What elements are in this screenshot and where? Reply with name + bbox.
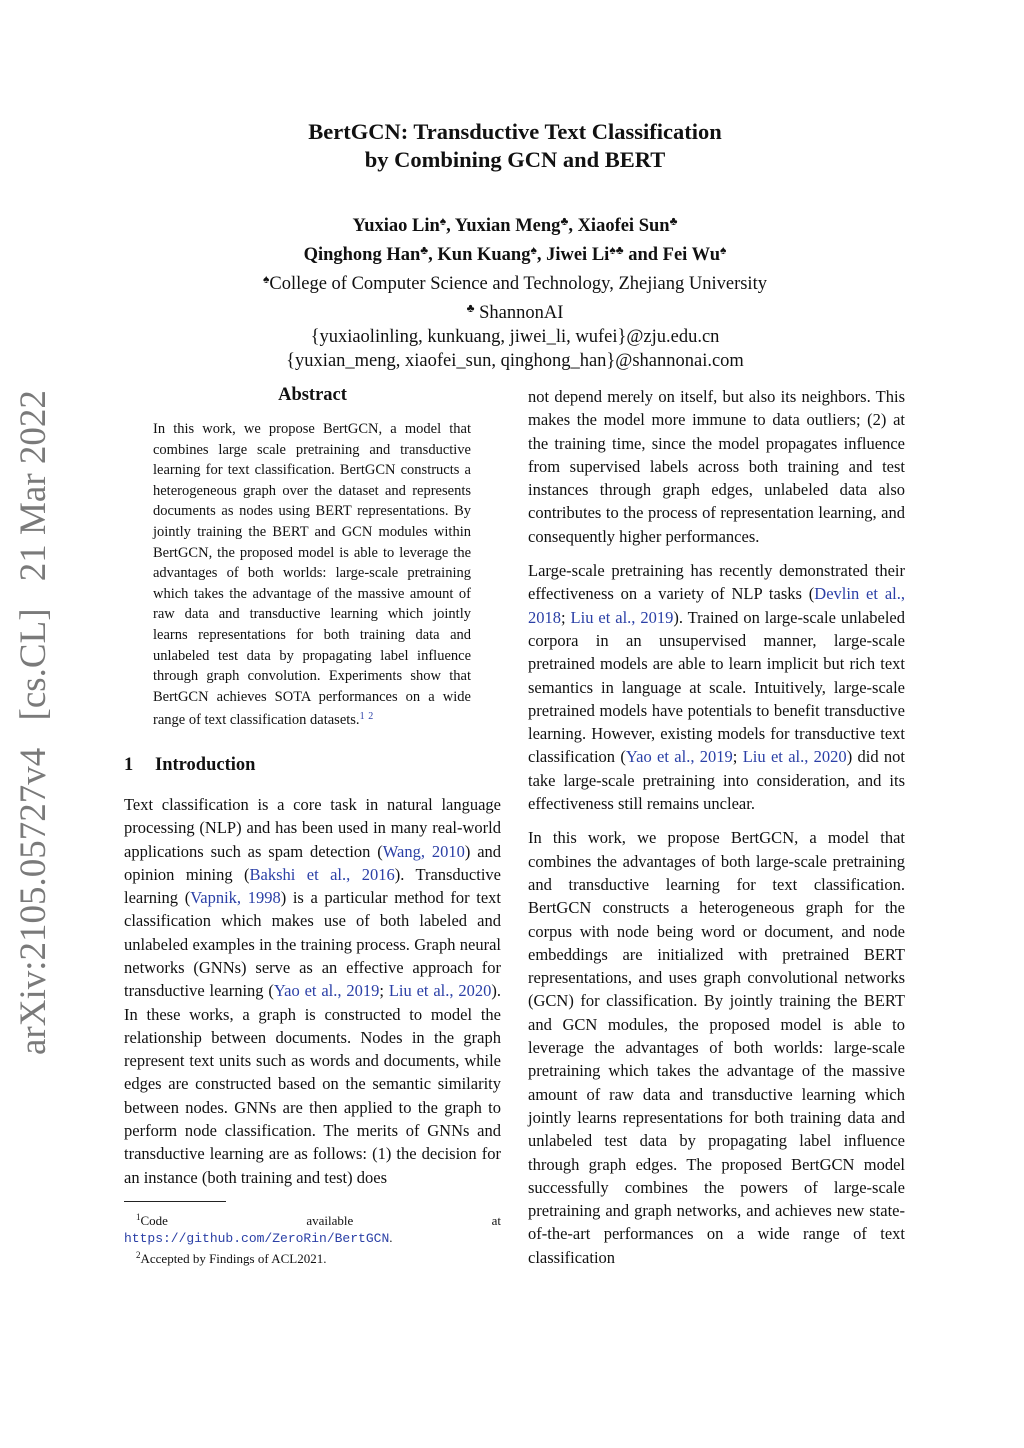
abstract-heading: Abstract bbox=[278, 385, 347, 405]
text-run: ). In these works, a graph is constructed to model the relationship between documents. Nodes in the graph represent text units such as words and documents, while edges are constructed based on the semantic similarity between nodes. GNNs are then applied to the graph to perform node classification. The merits of GNNs and transductive learning are as follows: (1) the decision for an instance (both training and test) does bbox=[124, 981, 501, 1187]
footnote-1-text: Code available at bbox=[140, 1212, 501, 1228]
author-name: Yuxiao Lin bbox=[352, 216, 440, 236]
abstract-body-text: In this work, we propose BertGCN, a model that combines large scale pretraining and transductive learning for text classification. BertGCN constructs a heterogeneous graph over the dataset and represents documents as nodes using BERT representations. By jointly training the BERT and GCN modules within BertGCN, the proposed model is able to leverage the advantages of both worlds: large-scale pretraining which takes the advantage of the massive amount of raw data and transductive learning which jointly learns representations for both training data and unlabeled test data by propagating label influence through graph convolution. Experiments show that BertGCN achieves SOTA performances on a wide range of text classification datasets. bbox=[153, 421, 471, 729]
club-symbol: ♣ bbox=[615, 243, 624, 257]
spade-symbol: ♠ bbox=[263, 272, 270, 286]
arxiv-id: arXiv:2105.05727v4 bbox=[13, 747, 54, 1055]
intro-paragraph-1 bbox=[124, 793, 501, 1189]
email-line-zju: {yuxiaolinling, kunkuang, jiwei_li, wufei}@zju.edu.cn bbox=[310, 327, 720, 347]
text-run: ). Trained on large-scale unlabeled corpora in an unsupervised manner, large-scale pretrained models are able to learn implicit but rich text semantics in language at scale. Intuitively, large-scale pretrained models have potentials to benefit transductive learning. However, existing models for transductive text classification ( bbox=[528, 607, 905, 767]
author-name: Xiaofei Sun bbox=[577, 216, 670, 236]
title-line-2: by Combining GCN and BERT bbox=[364, 147, 666, 172]
footnote-mark: 2 bbox=[136, 1249, 141, 1260]
text-run: ) and opinion mining ( bbox=[124, 841, 502, 884]
club-symbol: ♣ bbox=[560, 214, 569, 228]
text-run: Large-scale pretraining has recently demonstrated their effectiveness on a variety of NLP tasks ( bbox=[528, 561, 905, 604]
citation-link[interactable]: Liu et al., 2020 bbox=[742, 747, 847, 767]
github-link[interactable]: https://github.com/ZeroRin/BertGCN bbox=[124, 1230, 390, 1246]
arxiv-category: [cs.CL] bbox=[13, 608, 54, 721]
affiliation-shannon-text: ShannonAI bbox=[479, 303, 564, 323]
email-line-shannon: {yuxian_meng, xiaofei_sun, qinghong_han}@shannonai.com bbox=[286, 351, 744, 371]
citation-link[interactable]: Vapnik, 1998 bbox=[190, 888, 281, 908]
arxiv-date: 21 Mar 2022 bbox=[13, 390, 54, 582]
left-column bbox=[124, 383, 501, 1267]
club-symbol: ♣ bbox=[466, 301, 475, 315]
citation-link[interactable]: Bakshi et al., 2016 bbox=[249, 864, 395, 884]
footnote-1 bbox=[124, 1209, 501, 1247]
title-line-1: BertGCN: Transductive Text Classification bbox=[308, 119, 722, 144]
affiliation-zju-text: College of Computer Science and Technology, Zhejiang University bbox=[269, 274, 767, 294]
spade-symbol: ♠ bbox=[530, 243, 537, 257]
section-number: 1 bbox=[124, 754, 134, 775]
arxiv-stamp bbox=[12, 390, 64, 1055]
affiliation-zju bbox=[150, 267, 880, 296]
text-run: ) is a particular method for text classification which makes use of both labeled and unlabeled examples in the training process. Graph neural networks (GNNs) serve as an effective approach for transductive learning ( bbox=[124, 888, 501, 1001]
affiliation-shannon bbox=[150, 296, 880, 325]
text-run: ). Transductive learning ( bbox=[124, 864, 502, 908]
intro-paragraph-2 bbox=[528, 559, 905, 815]
author-list: Yuxiao Lin♠, Yuxian Meng♣, Xiaofei Sun♣ Qinghong Han♣, Kun Kuang♠, Jiwei Li♠♣ and Fei Wu♠ bbox=[303, 214, 727, 265]
club-symbol: ♣ bbox=[669, 214, 678, 228]
paper-title bbox=[150, 118, 880, 174]
citation-link[interactable]: Yao et al., 2019 bbox=[273, 981, 380, 1001]
spade-symbol: ♠ bbox=[720, 243, 727, 257]
footnote-mark: 1 bbox=[136, 1211, 141, 1222]
footnote-1-end: . bbox=[389, 1229, 393, 1245]
footnote-ref-2[interactable]: 2 bbox=[368, 711, 374, 723]
text-run: ; bbox=[379, 981, 389, 1001]
text-run: ; bbox=[561, 607, 571, 627]
author-name: Fei Wu bbox=[662, 245, 721, 265]
author-and: and bbox=[628, 245, 659, 265]
citation-link[interactable]: Liu et al., 2019 bbox=[570, 607, 674, 627]
spade-symbol: ♠ bbox=[609, 243, 616, 257]
section-title: Introduction bbox=[155, 754, 256, 775]
citation-link[interactable]: Liu et al., 2020 bbox=[388, 981, 492, 1001]
intro-paragraph-1-continued: not depend merely on itself, but also its neighbors. This makes the model more immune to data outliers; (2) at the training time, since the model propagates influence from supervised labels across both training and test instances through graph edges, unlabeled data also contributes to the process of representation learning, and consequently higher performances. bbox=[528, 387, 905, 546]
abstract-text bbox=[153, 419, 471, 731]
footnote-2 bbox=[124, 1247, 501, 1267]
citation-link[interactable]: Yao et al., 2019 bbox=[625, 747, 733, 767]
citation-link[interactable]: Wang, 2010 bbox=[382, 841, 465, 861]
text-run: ) did not take large-scale pretraining into consideration, and its effectiveness still remains unclear. bbox=[528, 747, 906, 814]
footnote-2-text: Accepted by Findings of ACL2021. bbox=[140, 1250, 327, 1266]
title-block bbox=[150, 118, 880, 373]
author-name: Kun Kuang bbox=[437, 245, 531, 265]
footnote-divider bbox=[124, 1201, 226, 1202]
footnote-ref-1[interactable]: 1 bbox=[359, 711, 365, 723]
club-symbol: ♣ bbox=[420, 243, 429, 257]
intro-paragraph-3: In this work, we propose BertGCN, a model that combines the advantages of both large-scale pretraining and transductive learning for text classification. BertGCN constructs a heterogeneous graph for the corpus with node being word or document, and node embeddings are initialized with pretrained BERT representations, and uses graph convolutional networks (GCN) for classification. By jointly training the BERT and GCN modules, the proposed model is able to leverage the advantages of both worlds: large-scale pretraining which takes the advantage of the massive amount of raw data and transductive learning which jointly learns representations for both training data and unlabeled test data by propagating label influence through graph edges. The proposed BertGCN model successfully combines the powers of large-scale pretraining and graph networks, and achieves new state-of-the-art performances on a wide range of text classification bbox=[528, 828, 905, 1267]
author-name: Jiwei Li bbox=[546, 245, 610, 265]
citation-link[interactable]: Devlin et al., 2018 bbox=[528, 584, 905, 627]
section-heading-introduction bbox=[124, 753, 501, 777]
author-name: Yuxian Meng bbox=[454, 216, 561, 236]
right-column bbox=[528, 385, 905, 1269]
text-run: ; bbox=[732, 747, 743, 767]
text-run: Text classification is a core task in natural language processing (NLP) and has been used in many real-world applications such as spam detection ( bbox=[124, 794, 501, 861]
spade-symbol: ♠ bbox=[439, 214, 447, 228]
author-name: Qinghong Han bbox=[303, 245, 421, 265]
